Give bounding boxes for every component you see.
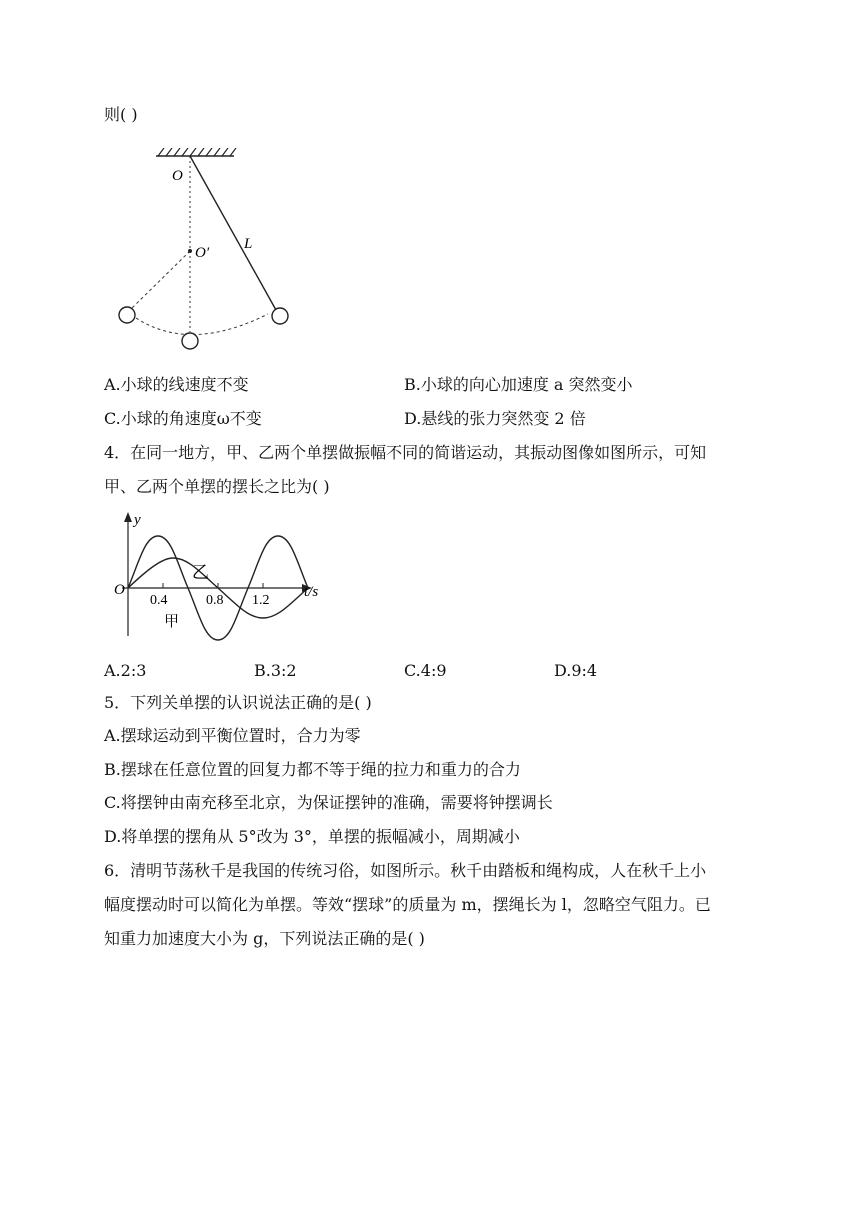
q5-option-c: C.将摆钟由南充移至北京，为保证摆钟的准确，需要将钟摆调长: [104, 793, 553, 812]
q5-option-a: A.摆球运动到平衡位置时，合力为零: [104, 726, 361, 745]
curve-label-jia: 甲: [164, 614, 180, 630]
q4-option-b: B.3:2: [254, 661, 297, 680]
label-L: L: [244, 236, 253, 252]
q3-stem-tail: 则( ): [104, 105, 138, 124]
q5-option-d: D.将单摆的摆角从 5°改为 3°，单摆的振幅减小，周期减小: [104, 827, 520, 846]
curve-label-yi: 乙: [192, 563, 209, 582]
tick-label: 1.2: [252, 593, 270, 608]
label-O: O: [172, 168, 183, 184]
q6-stem-line1: 6．清明节荡秋千是我国的传统习俗，如图所示。秋千由踏板和绳构成，人在秋千上小: [104, 861, 707, 880]
axis-y-label: y: [134, 512, 141, 528]
q3-option-a: A.小球的线速度不变: [104, 375, 249, 394]
q3-option-b: B.小球的向心加速度 a 突然变小: [404, 375, 633, 394]
q3-option-d: D.悬线的张力突然变 2 倍: [404, 409, 586, 428]
q5-stem: 5．下列关单摆的认识说法正确的是( ): [104, 693, 372, 712]
origin-label: O: [114, 582, 125, 598]
q5-option-b: B.摆球在任意位置的回复力都不等于绳的拉力和重力的合力: [104, 760, 521, 779]
oscillation-graph: [108, 510, 338, 642]
q4-option-d: D.9:4: [554, 661, 598, 680]
q6-stem-line3: 知重力加速度大小为 g，下列说法正确的是( ): [104, 929, 425, 948]
axis-x-label: t/s: [304, 584, 319, 600]
q3-option-c: C.小球的角速度ω不变: [104, 409, 262, 428]
q4-option-a: A.2:3: [104, 661, 147, 680]
tick-label: 0.8: [206, 593, 224, 608]
pendulum-figure: [110, 148, 310, 358]
tick-label: 0.4: [150, 593, 168, 608]
label-O-prime: O′: [195, 245, 210, 261]
q4-option-c: C.4:9: [404, 661, 447, 680]
q4-stem-line1: 4．在同一地方，甲、乙两个单摆做振幅不同的简谐运动，其振动图像如图所示，可知: [104, 443, 707, 462]
q4-stem-line2: 甲、乙两个单摆的摆长之比为( ): [104, 477, 330, 496]
q6-stem-line2: 幅度摆动时可以简化为单摆。等效“摆球”的质量为 m，摆绳长为 l，忽略空气阻力。已: [104, 895, 711, 914]
